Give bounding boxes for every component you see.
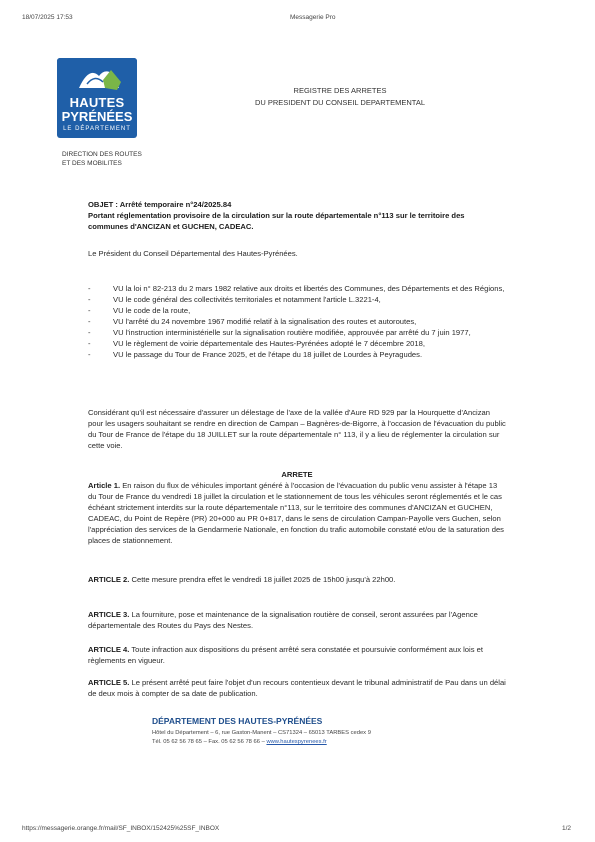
article-1-label: Article 1. xyxy=(88,481,121,490)
department-service xyxy=(62,150,142,168)
logo-line-2: PYRÉNÉES xyxy=(61,109,133,124)
print-app-name: Messagerie Pro xyxy=(290,14,336,21)
article-4 xyxy=(88,644,506,666)
arrete-heading: ARRETE xyxy=(281,470,313,479)
article-4-text: Toute infraction aux dispositions du présent arrêté sera constatée et poursuivie conformément aux lois et règlements en vigueur. xyxy=(88,645,483,665)
print-datetime: 18/07/2025 17:53 xyxy=(22,14,73,21)
objet-line-3: communes d'ANCIZAN et GUCHEN, CADEAC. xyxy=(88,222,254,231)
register-title-line-1: REGISTRE DES ARRETES xyxy=(293,86,387,95)
footer-contact xyxy=(152,739,327,745)
vu-item: - VU le passage du Tour de France 2025, et de l'étape du 18 juillet de Lourdes à Peyragudes. xyxy=(88,349,506,360)
article-5-text: Le présent arrêté peut faire l'objet d'un recours contentieux devant le tribunal administratif de Pau dans un délai de deux mois à compter de sa date de publication. xyxy=(88,678,506,698)
objet-line-1: OBJET : Arrêté temporaire n°24/2025.84 xyxy=(88,200,232,209)
print-url: https://messagerie.orange.fr/mail/SF_INBOX/152425%25SF_INBOX xyxy=(22,825,220,832)
article-5 xyxy=(88,677,506,699)
logo-line-3: LE DÉPARTEMENT xyxy=(63,126,131,132)
vu-item: - VU la loi n° 82-213 du 2 mars 1982 relative aux droits et libertés des Communes, des Départements et des Régions, xyxy=(88,283,506,294)
president-line: Le Président du Conseil Départemental des Hautes-Pyrénées. xyxy=(88,249,298,258)
footer-address: Hôtel du Département – 6, rue Gaston-Manent – CS71324 – 65013 TARBES cedex 9 xyxy=(152,730,371,736)
article-2-label: ARTICLE 2. xyxy=(88,575,130,584)
considerant-paragraph: Considérant qu'il est nécessaire d'assurer un délestage de l'axe de la vallée d'Aure RD 929 par la Hourquette d'Ancizan pour les usagers souhaitant se rendre en direction de Campan – Bagnères-de-Bigorre, à l'occasion de l'évacuation du public du Tour de France de l'étape du 18 JUILLET sur la route départementale n° 113, il y a lieu de réglementer la circulation sur cette voie. xyxy=(88,408,506,450)
register-title xyxy=(215,85,465,109)
footer-website-link[interactable]: www.hautespyrenees.fr xyxy=(266,739,327,745)
page-number: 1/2 xyxy=(562,825,572,832)
article-3-text: La fourniture, pose et maintenance de la signalisation routière de conseil, seront assurées par l'Agence départementale des Routes du Pays des Nestes. xyxy=(88,610,478,630)
department-service-line-2: ET DES MOBILITES xyxy=(62,160,122,167)
article-1 xyxy=(88,480,506,546)
vu-item: - VU le code général des collectivités territoriales et notamment l'article L.3221-4, xyxy=(88,294,506,305)
mountain-logo-icon xyxy=(57,58,137,98)
footer-organisation: DÉPARTEMENT DES HAUTES-PYRÉNÉES xyxy=(152,716,323,726)
vu-item: - VU le code de la route, xyxy=(88,305,506,316)
department-service-line-1: DIRECTION DES ROUTES xyxy=(62,151,142,158)
article-2-text: Cette mesure prendra effet le vendredi 18 juillet 2025 de 15h00 jusqu'à 22h00. xyxy=(131,575,396,584)
footer-phone: Tél. 05 62 56 78 65 – Fax. 05 62 56 78 66 – xyxy=(152,739,265,745)
department-logo xyxy=(57,58,137,138)
article-4-label: ARTICLE 4. xyxy=(88,645,130,654)
vu-list xyxy=(88,283,506,360)
article-2 xyxy=(88,574,506,585)
vu-item: - VU l'arrêté du 24 novembre 1967 modifié relatif à la signalisation des routes et autoroutes, xyxy=(88,316,506,327)
vu-item: - VU l'instruction interministérielle sur la signalisation routière modifiée, approuvée par arrêté du 7 juin 1977, xyxy=(88,327,506,338)
article-1-text: En raison du flux de véhicules important généré à l'occasion de l'évacuation du public venu assister à l'étape 13 du Tour de France du vendredi 18 juillet la circulation et le stationnement de tous les véhicules seront réglementés et le cas échéant strictement interdits sur la route départementale n°113, sur le territoire des communes d'ANCIZAN et GUCHEN, CADEAC, du Point de Repère (PR) 20+000 au PR 0+817, dans le sens de circulation Campan-Payolle vers Guchen, selon l'appréciation des services de la Gendarmerie Nationale, en fonction du trafic automobile constaté et/ou de la saturation des places de stationnement. xyxy=(88,481,504,545)
vu-item: - VU le règlement de voirie départementale des Hautes-Pyrénées adopté le 7 décembre 2018, xyxy=(88,338,506,349)
article-5-label: ARTICLE 5. xyxy=(88,678,130,687)
objet-block xyxy=(88,199,506,232)
article-3 xyxy=(88,609,506,631)
objet-line-2: Portant réglementation provisoire de la circulation sur la route départementale n°113 sur le territoire des xyxy=(88,211,465,220)
logo-line-1: HAUTES xyxy=(69,95,125,110)
article-3-label: ARTICLE 3. xyxy=(88,610,130,619)
register-title-line-2: DU PRESIDENT DU CONSEIL DEPARTEMENTAL xyxy=(254,98,426,107)
